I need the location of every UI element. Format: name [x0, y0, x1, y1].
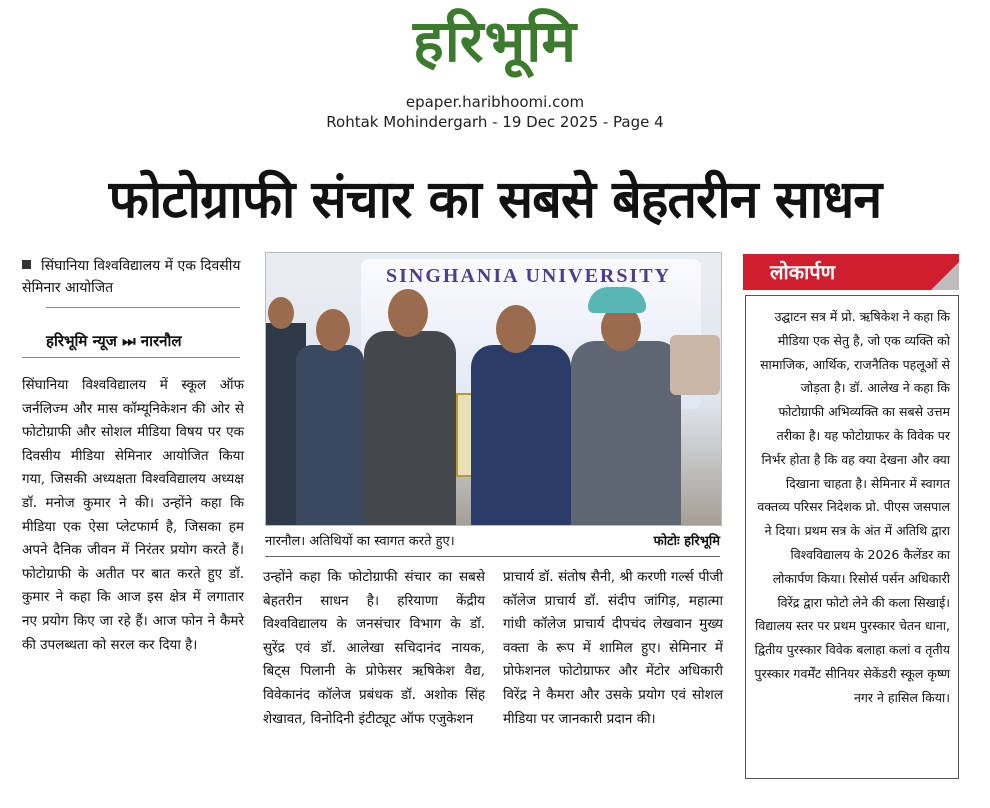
turban: [588, 287, 646, 313]
person-2: [296, 345, 364, 526]
article-column-3: प्राचार्य डॉ. संतोष सैनी, श्री करणी गर्ल्स पीजी कॉलेज प्राचार्य डॉ. संदीप जांगिड़, महात्मा गांधी कॉलेज प्राचार्य दीपचंद लेखवान मुख्य वक्ता के रूप में शामिल हुए। सेमिनार में प्रोफेशनल फोटोग्राफर और मेंटोर अधिकारी विरेंद्र ने कैमरा और उसके प्रयोग एवं सोशल मीडिया पर जानकारी प्रदान की।: [503, 569, 723, 727]
edition-line: Rohtak Mohindergarh - 19 Dec 2025 - Page 4: [326, 113, 664, 131]
bullet-square-icon: [22, 260, 31, 269]
kicker: [22, 255, 242, 299]
kicker-text: सिंघानिया विश्वविद्यालय में एक दिवसीय सेमिनार आयोजित: [22, 258, 241, 296]
person-2-head: [316, 309, 350, 351]
headline: फोटोग्राफी संचार का सबसे बेहतरीन साधन: [108, 170, 882, 230]
photo-caption: [265, 532, 720, 552]
photo-credit: फोटोः हरिभूमि: [653, 534, 720, 549]
person-3: [364, 331, 456, 526]
person-4: [471, 345, 571, 526]
byline-divider: [22, 357, 240, 358]
photo-banner-text: SINGHANIA UNIVERSITY: [386, 265, 672, 287]
section-tag: लोकार्पण: [770, 260, 836, 284]
article-column-1: सिंघानिया विश्वविद्यालय में स्कूल ऑफ जर्नलिज्म और मास कॉम्यूनिकेशन की ओर से फोटोग्राफी और सोशल मीडिया विषय पर एक दिवसीय मीडिया सेमिनार आयोजित किया गया, जिसकी अध्यक्षता विश्वविद्यालय अध्यक्ष डॉ. मनोज कुमार ने की। उन्होंने कहा कि मीडिया एक ऐसा प्लेटफार्म है, जिसका हम अपने दैनिक जीवन में निरंतर प्रयोग करते हैं। फोटोग्राफी के अतीत पर बात करते हुए डॉ. कुमार ने कहा कि आज इस क्षेत्र में लगातार नए प्रयोग किए जा रहे हैं। आज फोन ने कैमरे की उपलब्धता को सरल कर दिया है।: [22, 377, 244, 653]
caption-divider: [265, 556, 720, 557]
event-photo: [265, 252, 722, 526]
person-5: [571, 341, 681, 526]
tag-fold-corner: [931, 262, 959, 290]
kicker-divider: [46, 307, 240, 308]
banner-photo-inset: [670, 335, 720, 395]
masthead-logo: हरिभूमि: [412, 7, 578, 75]
person-4-head: [496, 305, 536, 353]
article-column-2: उन्होंने कहा कि फोटोग्राफी संचार का सबसे बेहतरीन साधन है। हरियाणा केंद्रीय विश्वविद्यालय के जनसंचार विभाग के डॉ. सुरेंद्र एवं डॉ. आलेखा सचिदानंद नायक, बिट्स पिलानी के प्रोफेसर ऋषिकेश वैद्य, विवेकानंद कॉलेज प्रबंधक डॉ. अशोक सिंह शेखावत, विनोदिनी इंटीट्यूट ऑफ एजुकेशन: [263, 569, 485, 727]
caption-text: नारनौल। अतिथियों का स्वागत करते हुए।: [265, 534, 455, 549]
person-3-head: [388, 289, 428, 337]
person-1-head: [268, 297, 294, 329]
site-url: epaper.haribhoomi.com: [405, 93, 585, 111]
byline: हरिभूमि न्यूज ⏭ नारनौल: [46, 332, 182, 350]
sidebar-text: उद्घाटन सत्र में प्रो. ऋषिकेश ने कहा कि मीडिया एक सेतु है, जो एक व्यक्ति को सामाजिक, आर्थिक, राजनैतिक पहलूओं से जोड़ता है। डॉ. आलेख ने कहा कि फोटोग्राफी अभिव्यक्ति का सबसे उत्तम तरीका है। यह फोटोग्राफर के विवेक पर निर्भर होता है कि वह क्या देखना और क्या दिखाना चाहता है। सेमिनार में स्वागत वक्तव्य परिसर निदेशक प्रो. पीएस जसपाल ने दिया। प्रथम सत्र के अंत में अतिथि द्वारा विश्वविद्यालय के 2026 कैलेंडर का लोकार्पण किया। रिसोर्स पर्सन अधिकारी विरेंद्र द्वारा फोटो लेने की कला सिखाई। विद्यालय स्तर पर प्रथम पुरस्कार चेतन धाना, द्वितीय पुरस्कार विवेक बलाहा कलां व तृतीय पुरस्कार गवर्मेंट सीनियर सेकेंडरी स्कूल कृष्ण नगर ने हासिल किया।: [754, 309, 950, 705]
